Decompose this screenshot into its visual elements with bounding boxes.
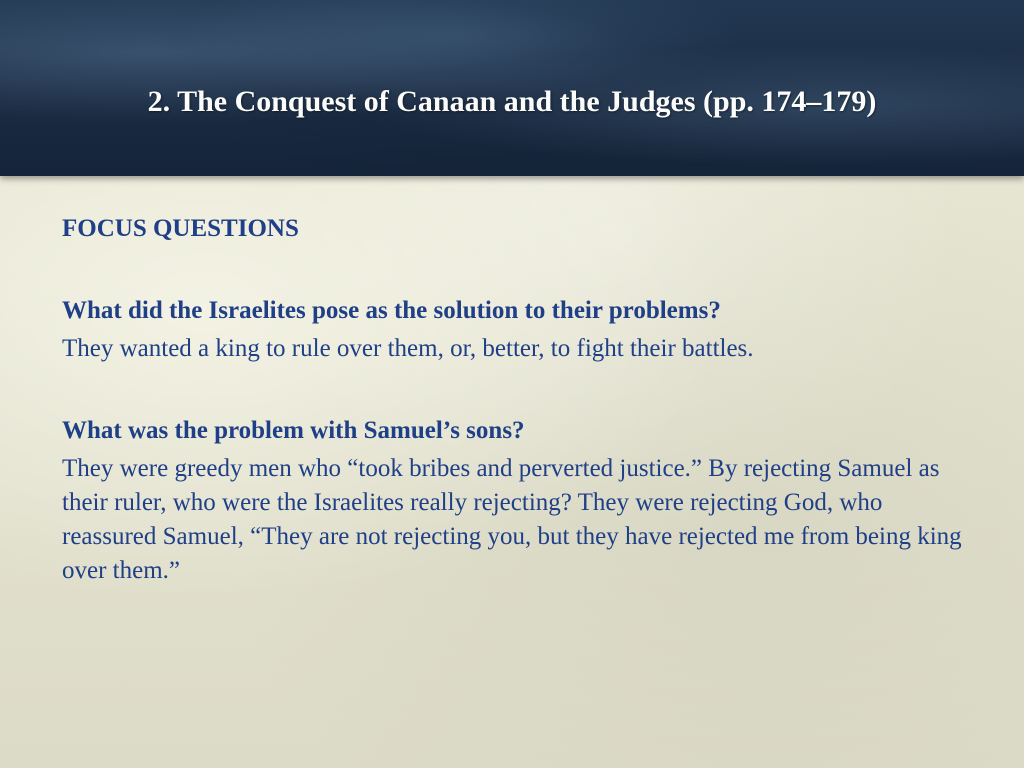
question-block	[62, 290, 982, 366]
focus-questions-heading: FOCUS QUESTIONS	[62, 215, 299, 242]
question-text: What was the problem with Samuel’s sons?	[62, 417, 525, 444]
question-block	[62, 410, 982, 588]
answer-text: They were greedy men who “took bribes and perverted justice.” By rejecting Samuel as their ruler, who were the Israelites really rejecting? They were rejecting God, who reassured Samuel, “They are not rejecting you, but they have rejected me from being king over them.”	[62, 455, 962, 584]
slide-body	[62, 208, 982, 632]
answer-text: They wanted a king to rule over them, or, better, to fight their battles.	[62, 335, 754, 362]
question-text: What did the Israelites pose as the solution to their problems?	[62, 297, 721, 324]
slide-title: 2. The Conquest of Canaan and the Judges (pp. 174–179)	[147, 85, 877, 118]
title-banner	[0, 0, 1024, 176]
